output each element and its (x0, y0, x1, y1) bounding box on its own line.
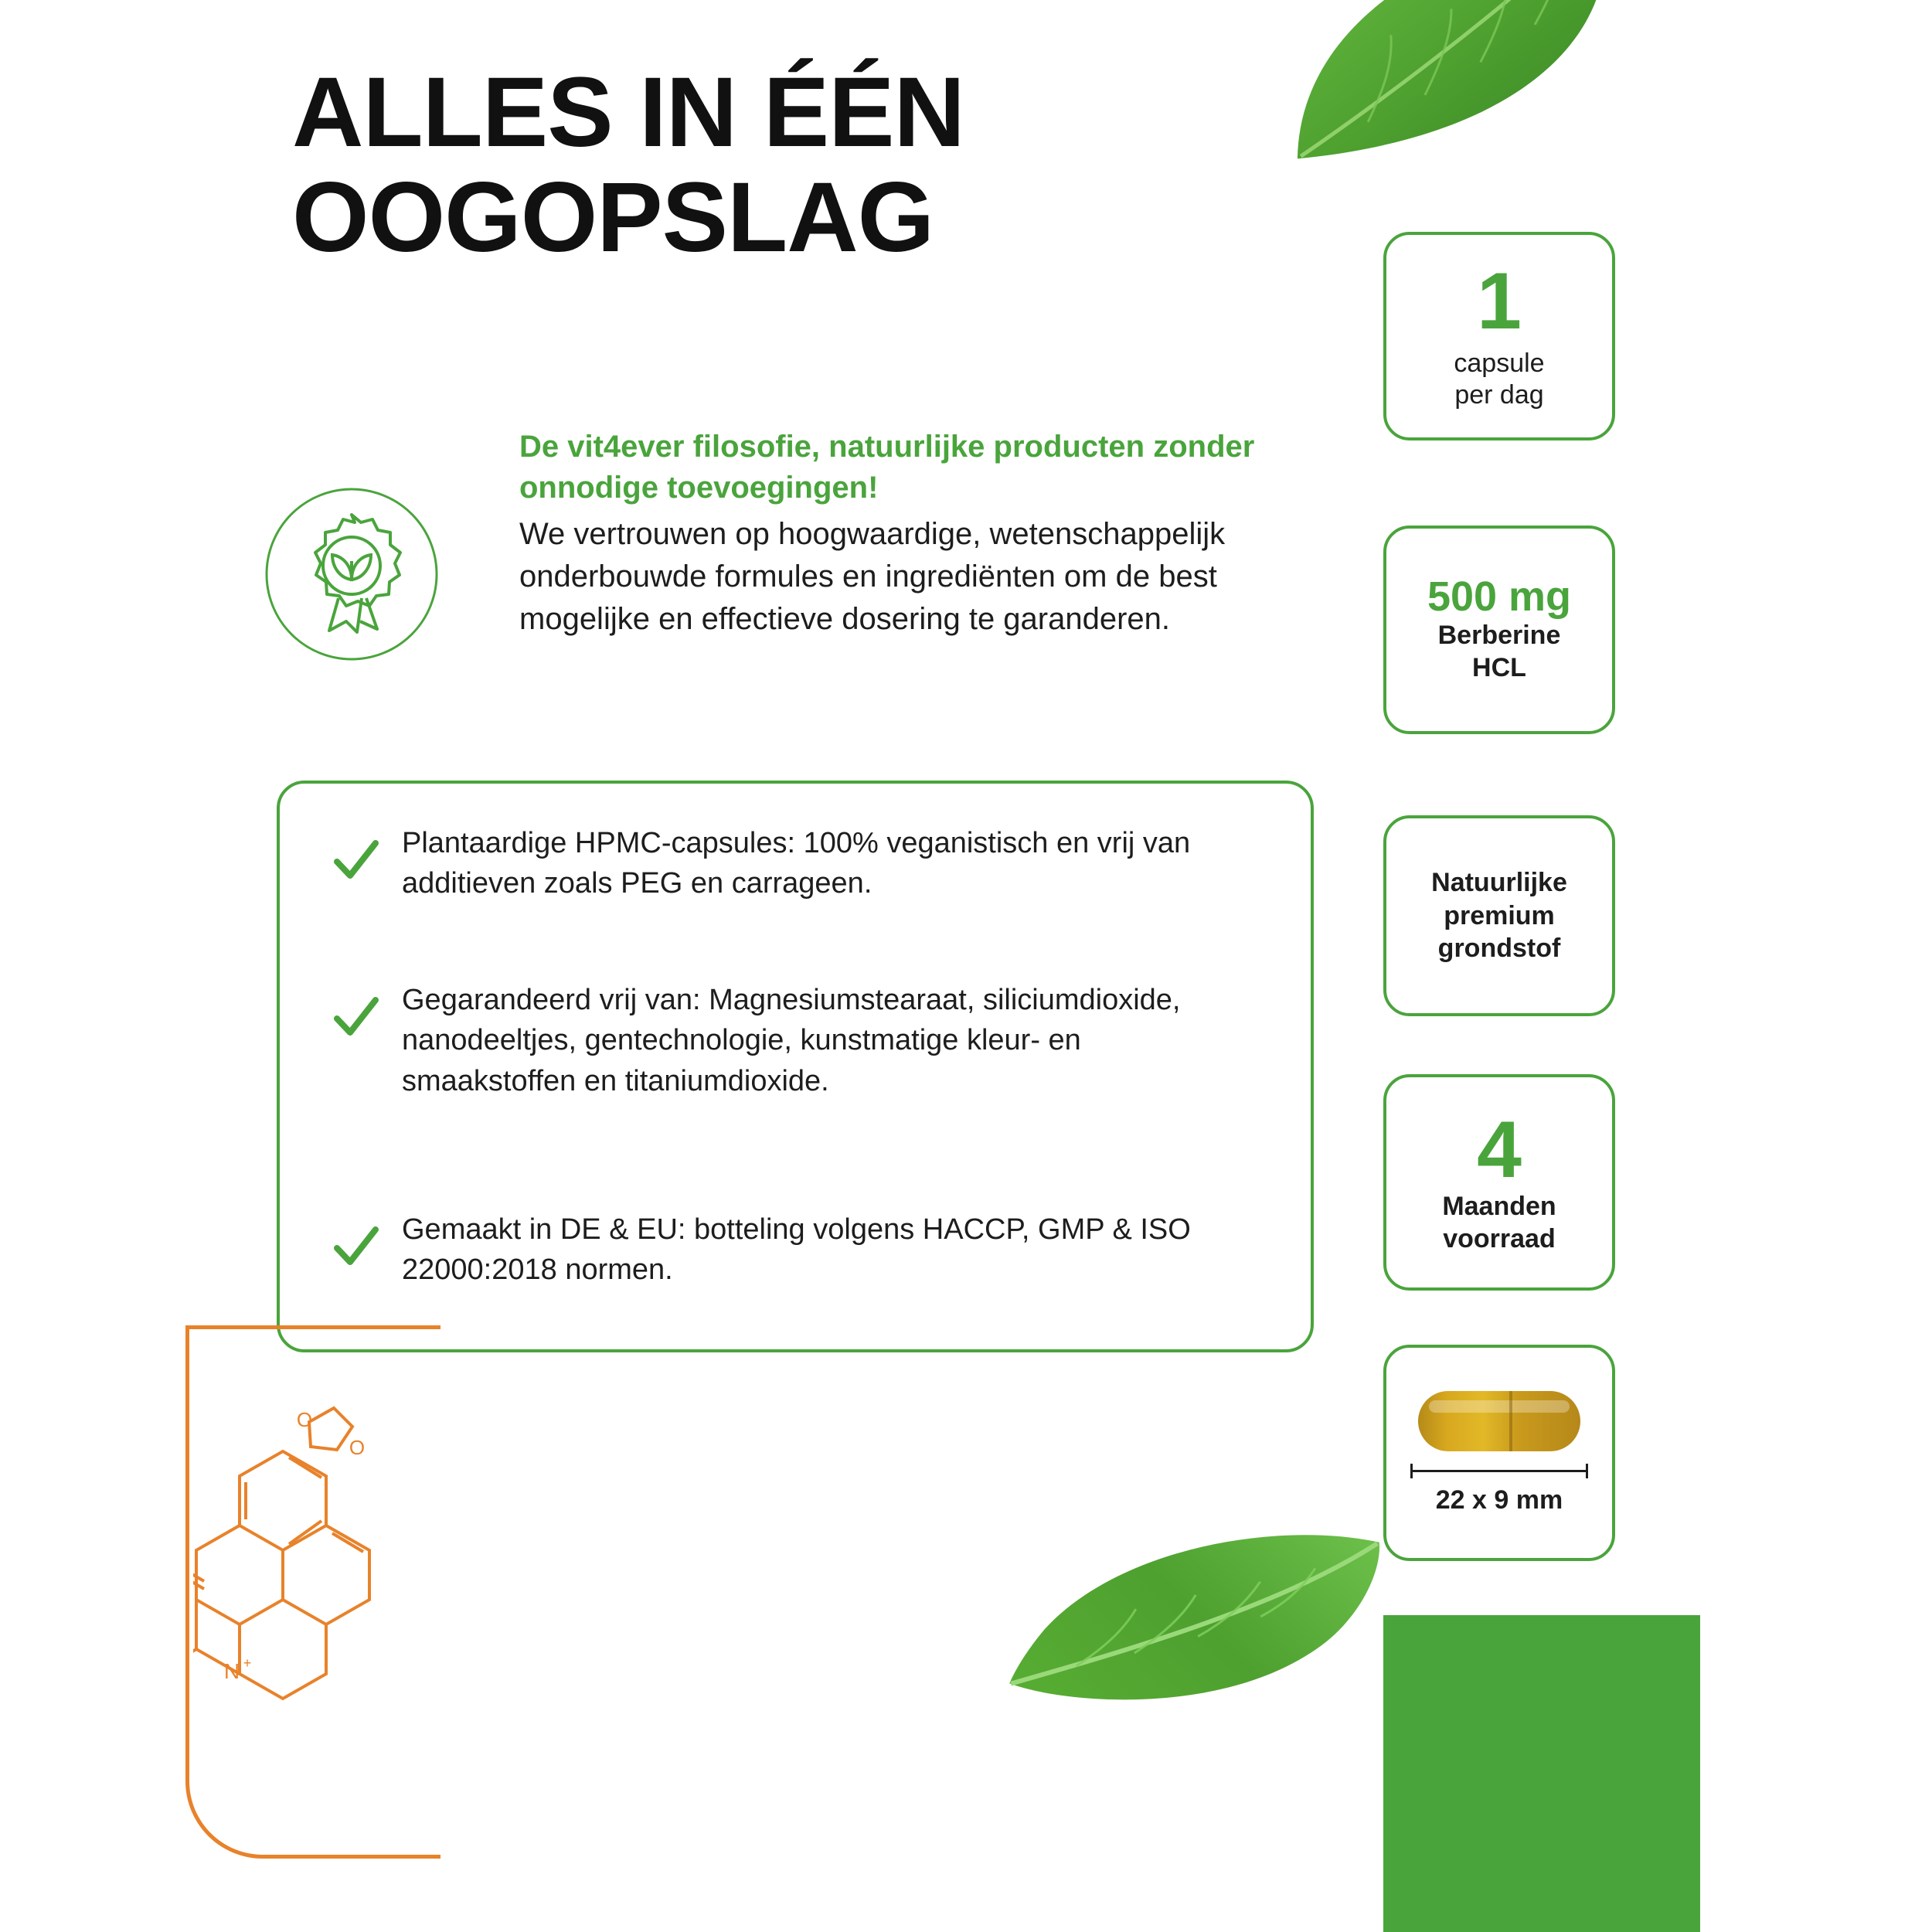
philosophy-body: We vertrouwen op hoogwaardige, wetenschappelijk onderbouwde formules en ingrediënten om de best mogelijke en effectieve dosering te garanderen. (519, 516, 1226, 636)
berberine-molecule-icon (193, 1360, 471, 1793)
list-item-label: Plantaardige HPMC-capsules: 100% veganistisch en vrij van additieven zoals PEG en carrageen. (402, 827, 1191, 900)
badge-value: 1 (1477, 256, 1522, 346)
capsule-icon (1418, 1391, 1580, 1451)
badge-label (1438, 619, 1561, 685)
badge-value: 4 (1477, 1104, 1522, 1195)
list-item-label: Gemaakt in DE & EU: botteling volgens HACCP, GMP & ISO 22000:2018 normen. (402, 1213, 1191, 1287)
list-item-label: Gegarandeerd vrij van: Magnesiumstearaat, siliciumdioxide, nanodeeltjes, gentechnologie, kunstmatige kleur- en smaakstoffen en titaniumdioxide. (402, 984, 1181, 1097)
badge-supply (1383, 1074, 1615, 1291)
list-item (332, 980, 1236, 1101)
badge-label: 22 x 9 mm (1435, 1485, 1563, 1515)
badge-label-line1: capsule (1454, 348, 1545, 378)
badge-amount (1383, 526, 1615, 734)
philosophy-heading: De vit4ever filosofie, natuurlijke producten zonder onnodige toevoegingen! (519, 430, 1255, 505)
badge-label-line3: grondstof (1437, 934, 1561, 964)
badge-label-line1: Berberine (1437, 620, 1561, 650)
leaf-icon (1240, 0, 1682, 200)
badge-label-line2: premium (1444, 900, 1555, 930)
badge-value: 500 mg (1427, 573, 1572, 621)
badge-label-line2: HCL (1472, 653, 1526, 683)
check-icon (332, 1223, 380, 1271)
dimension-line (1410, 1462, 1588, 1479)
philosophy-block (519, 427, 1338, 641)
check-icon (332, 837, 380, 885)
badge-label (1442, 1190, 1556, 1256)
list-item (332, 823, 1236, 904)
badge-label-line1: Natuurlijke (1431, 868, 1567, 898)
leaf-seal-icon (263, 485, 440, 663)
page-title (292, 57, 1219, 273)
badge-capsule-size (1383, 1345, 1615, 1561)
page-title-line2: OOGOPSLAG (292, 162, 934, 273)
capsule-illustration (1410, 1391, 1588, 1515)
page-title-line1: ALLES IN ÉÉN (292, 57, 964, 168)
svg-text:O: O (296, 1408, 313, 1431)
badge-label-line2: voorraad (1443, 1224, 1556, 1253)
badge-label-line2: per dag (1454, 380, 1544, 410)
badge-label-line1: Maanden (1442, 1191, 1556, 1221)
list-item (332, 1209, 1236, 1291)
badge-label (1454, 348, 1544, 412)
leaf-icon (1000, 1464, 1403, 1766)
badge-label (1431, 866, 1567, 965)
svg-text:N: N (223, 1659, 240, 1683)
svg-text:+: + (243, 1655, 252, 1671)
badge-dosage (1383, 232, 1615, 440)
green-color-block (1383, 1615, 1700, 1932)
svg-text:O: O (349, 1436, 366, 1459)
badge-raw-material (1383, 815, 1615, 1016)
check-icon (332, 994, 380, 1042)
